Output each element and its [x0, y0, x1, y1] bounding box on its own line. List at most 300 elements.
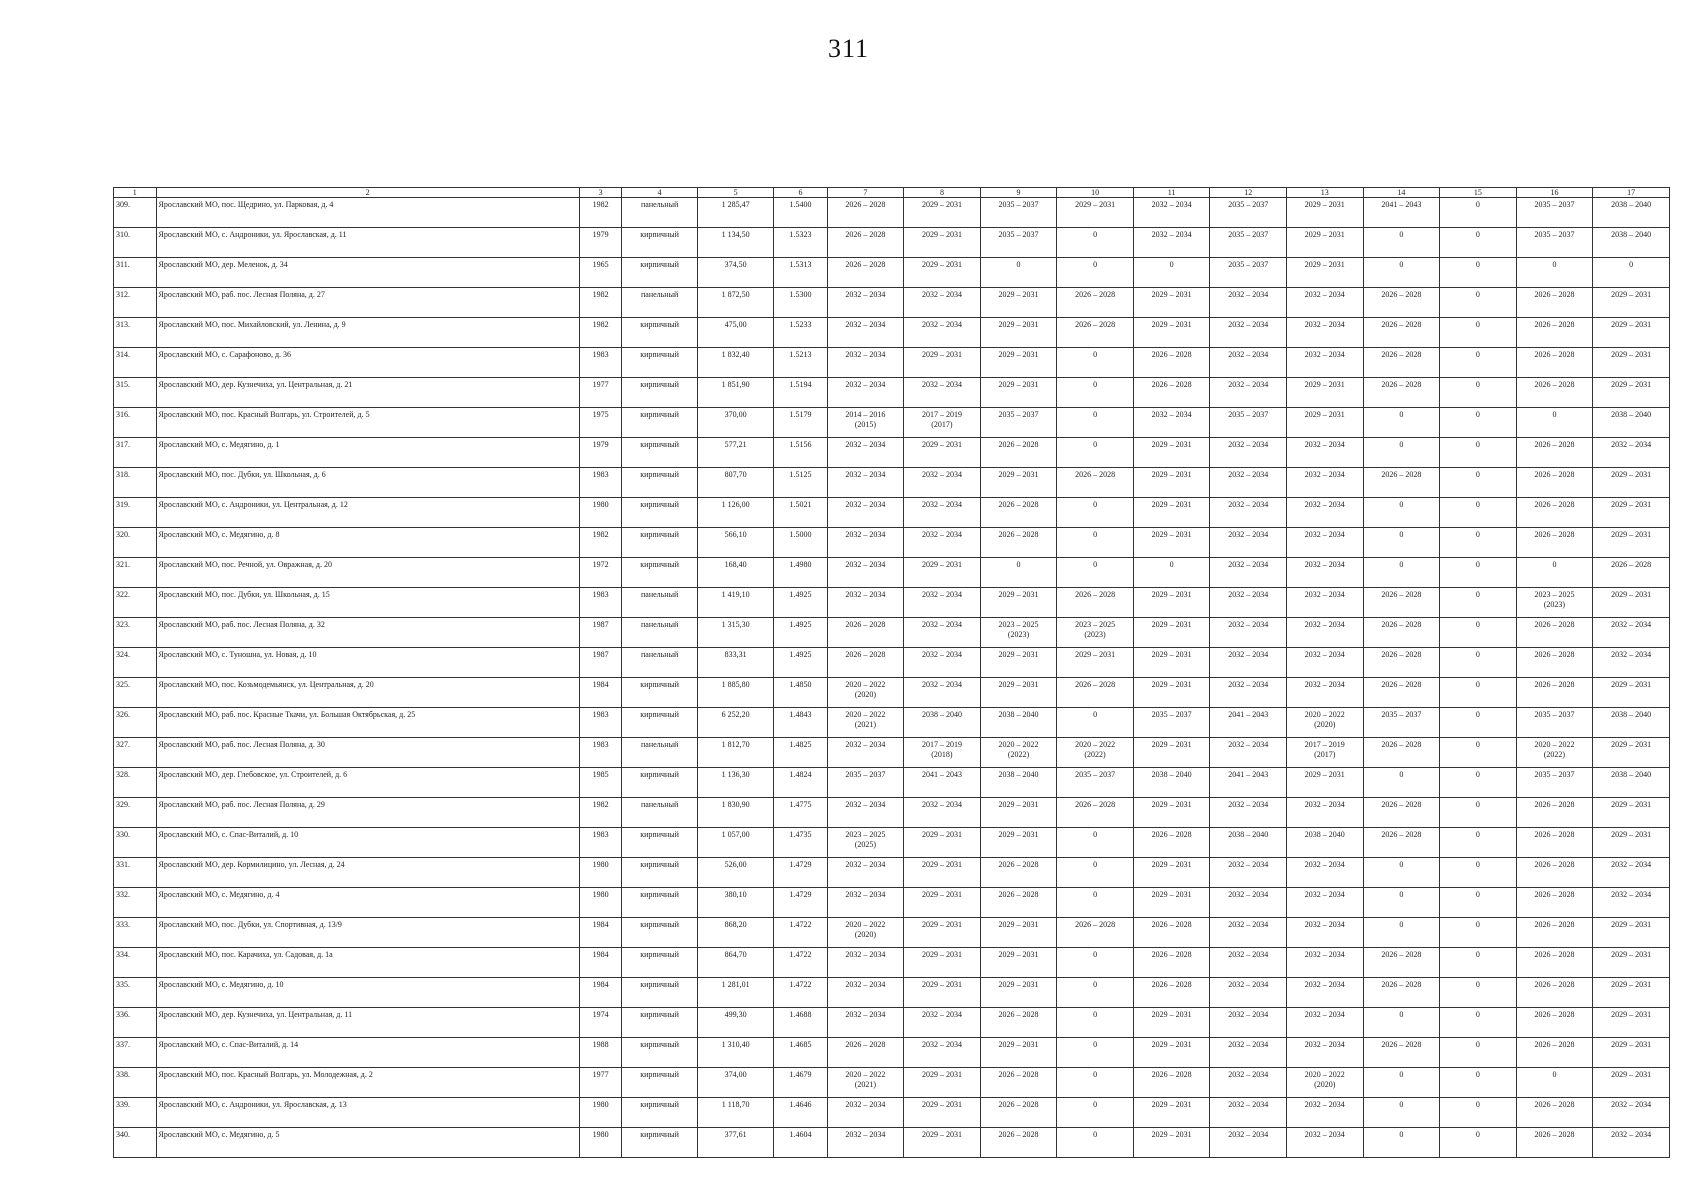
- table-cell: 2029 – 2031: [980, 978, 1057, 1008]
- table-cell: 2032 – 2034: [1210, 1128, 1287, 1158]
- table-row: [114, 528, 1670, 558]
- table-cell: 2026 – 2028: [1363, 828, 1440, 858]
- table-cell: 0: [1133, 258, 1210, 288]
- table-cell: 0: [1057, 378, 1134, 408]
- table-cell: 320.: [114, 528, 157, 558]
- table-row: [114, 438, 1670, 468]
- table-cell: 1987: [579, 648, 622, 678]
- table-cell: 0: [1363, 768, 1440, 798]
- table-cell: 2029 – 2031: [1057, 648, 1134, 678]
- table-cell: 1.5125: [774, 468, 827, 498]
- table-cell: 2032 – 2034: [1286, 588, 1363, 618]
- table-cell: 2029 – 2031: [980, 918, 1057, 948]
- table-cell: 2029 – 2031: [1133, 468, 1210, 498]
- table-cell: 2020 – 2022 (2022): [980, 738, 1057, 768]
- table-cell: 2029 – 2031: [980, 828, 1057, 858]
- table-header: [114, 188, 1670, 198]
- table-cell: 1982: [579, 288, 622, 318]
- table-cell: 2029 – 2031: [904, 348, 981, 378]
- column-header: 1: [114, 188, 157, 198]
- table-cell: 2032 – 2034: [1286, 858, 1363, 888]
- table-cell: 2029 – 2031: [1593, 828, 1670, 858]
- table-cell: 1 310,40: [697, 1038, 774, 1068]
- table-cell: 334.: [114, 948, 157, 978]
- table-cell: 1.5233: [774, 318, 827, 348]
- table-cell: кирпичный: [622, 1068, 698, 1098]
- table-cell: Ярославский МО, пос. Речной, ул. Овражная, д. 20: [156, 558, 579, 588]
- table-cell: 319.: [114, 498, 157, 528]
- table-cell: 2029 – 2031: [1286, 258, 1363, 288]
- table-cell: 1980: [579, 1098, 622, 1128]
- table-cell: 2029 – 2031: [1133, 1008, 1210, 1038]
- table-cell: 314.: [114, 348, 157, 378]
- table-cell: 1980: [579, 498, 622, 528]
- table-cell: 2029 – 2031: [1593, 738, 1670, 768]
- table-cell: 2023 – 2025 (2023): [980, 618, 1057, 648]
- table-cell: 2029 – 2031: [980, 318, 1057, 348]
- table-cell: 2032 – 2034: [1210, 498, 1287, 528]
- table-cell: 2026 – 2028: [980, 528, 1057, 558]
- table-cell: 2032 – 2034: [1593, 648, 1670, 678]
- table-cell: 2026 – 2028: [980, 498, 1057, 528]
- table-cell: 2029 – 2031: [1593, 498, 1670, 528]
- table-cell: 0: [1057, 348, 1134, 378]
- table-cell: 2026 – 2028: [1363, 318, 1440, 348]
- table-row: [114, 198, 1670, 228]
- table-cell: 2032 – 2034: [827, 348, 904, 378]
- table-cell: 1982: [579, 198, 622, 228]
- table-cell: 0: [980, 258, 1057, 288]
- table-cell: 2023 – 2025 (2025): [827, 828, 904, 858]
- table-cell: 0: [1440, 858, 1517, 888]
- table-cell: 2032 – 2034: [1593, 858, 1670, 888]
- table-cell: кирпичный: [622, 408, 698, 438]
- column-header: 6: [774, 188, 827, 198]
- table-cell: 0: [1363, 918, 1440, 948]
- table-cell: 1987: [579, 618, 622, 648]
- column-header: 12: [1210, 188, 1287, 198]
- table-cell: 2029 – 2031: [904, 228, 981, 258]
- table-cell: 833,31: [697, 648, 774, 678]
- table-cell: кирпичный: [622, 768, 698, 798]
- table-cell: 577,21: [697, 438, 774, 468]
- table-cell: 1.5156: [774, 438, 827, 468]
- table-cell: 0: [1440, 408, 1517, 438]
- table-cell: 328.: [114, 768, 157, 798]
- table-cell: 1980: [579, 1128, 622, 1158]
- table-cell: 0: [1440, 528, 1517, 558]
- table-cell: Ярославский МО, дер. Глебовское, ул. Строителей, д. 6: [156, 768, 579, 798]
- table-cell: 2020 – 2022 (2020): [827, 678, 904, 708]
- table-cell: 1980: [579, 888, 622, 918]
- table-cell: 2035 – 2037: [1210, 198, 1287, 228]
- table-cell: 0: [1440, 498, 1517, 528]
- table-cell: кирпичный: [622, 1098, 698, 1128]
- column-header: 5: [697, 188, 774, 198]
- table-cell: 1 057,00: [697, 828, 774, 858]
- table-cell: 1972: [579, 558, 622, 588]
- table-cell: 2029 – 2031: [1133, 438, 1210, 468]
- table-cell: Ярославский МО, дер. Кузнечиха, ул. Центральная, д. 21: [156, 378, 579, 408]
- table-cell: Ярославский МО, дер. Кормилицино, ул. Лесная, д. 24: [156, 858, 579, 888]
- table-cell: 2026 – 2028: [1363, 678, 1440, 708]
- table-cell: 2029 – 2031: [1133, 528, 1210, 558]
- table-cell: 2032 – 2034: [1286, 888, 1363, 918]
- table-cell: 2029 – 2031: [904, 828, 981, 858]
- table-cell: 1 285,47: [697, 198, 774, 228]
- table-cell: 1979: [579, 228, 622, 258]
- table-cell: 1.5400: [774, 198, 827, 228]
- table-cell: 2023 – 2025 (2023): [1516, 588, 1593, 618]
- table-cell: 0: [1057, 1068, 1134, 1098]
- table-cell: 0: [1057, 1098, 1134, 1128]
- table-cell: 1.5179: [774, 408, 827, 438]
- table-cell: 340.: [114, 1128, 157, 1158]
- table-cell: 1 134,50: [697, 228, 774, 258]
- table-cell: 1 830,90: [697, 798, 774, 828]
- table-cell: 2032 – 2034: [1286, 528, 1363, 558]
- table-cell: 0: [980, 558, 1057, 588]
- table-cell: 2020 – 2022 (2020): [1286, 1068, 1363, 1098]
- table-cell: 2029 – 2031: [904, 978, 981, 1008]
- table-cell: 0: [1440, 888, 1517, 918]
- table-cell: 868,20: [697, 918, 774, 948]
- table-cell: 1.4735: [774, 828, 827, 858]
- table-cell: 1.4775: [774, 798, 827, 828]
- table-row: [114, 468, 1670, 498]
- table-cell: Ярославский МО, с. Медягино, д. 1: [156, 438, 579, 468]
- table-cell: 1 419,10: [697, 588, 774, 618]
- table-cell: 2032 – 2034: [1210, 738, 1287, 768]
- table-cell: 2032 – 2034: [1210, 588, 1287, 618]
- table-cell: 339.: [114, 1098, 157, 1128]
- table-cell: 2032 – 2034: [1210, 1008, 1287, 1038]
- table-cell: 0: [1440, 738, 1517, 768]
- table-cell: 2032 – 2034: [827, 438, 904, 468]
- table-cell: 1.4722: [774, 978, 827, 1008]
- table-cell: 0: [1440, 948, 1517, 978]
- table-cell: 2029 – 2031: [1593, 978, 1670, 1008]
- table-cell: 2032 – 2034: [1210, 288, 1287, 318]
- table-cell: 313.: [114, 318, 157, 348]
- table-cell: кирпичный: [622, 1008, 698, 1038]
- table-cell: 2020 – 2022 (2020): [1286, 708, 1363, 738]
- table-cell: 326.: [114, 708, 157, 738]
- table-cell: 317.: [114, 438, 157, 468]
- table-cell: 0: [1440, 768, 1517, 798]
- table-cell: 2029 – 2031: [1133, 798, 1210, 828]
- table-cell: 0: [1363, 228, 1440, 258]
- table-cell: 1 812,70: [697, 738, 774, 768]
- table-cell: Ярославский МО, пос. Михайловский, ул. Ленина, д. 9: [156, 318, 579, 348]
- table-cell: 327.: [114, 738, 157, 768]
- table-cell: 0: [1516, 1068, 1593, 1098]
- table-cell: 2029 – 2031: [1593, 528, 1670, 558]
- table-cell: 0: [1057, 228, 1134, 258]
- table-cell: 0: [1057, 1038, 1134, 1068]
- table-cell: 2032 – 2034: [904, 618, 981, 648]
- table-cell: 309.: [114, 198, 157, 228]
- table-cell: 2032 – 2034: [827, 858, 904, 888]
- table-cell: кирпичный: [622, 918, 698, 948]
- table-row: [114, 588, 1670, 618]
- table-cell: 2029 – 2031: [1593, 588, 1670, 618]
- column-number-row: [114, 188, 1670, 198]
- table-cell: 2026 – 2028: [1516, 858, 1593, 888]
- table-cell: 2032 – 2034: [904, 588, 981, 618]
- table-cell: Ярославский МО, раб. пос. Красные Ткачи, ул. Большая Октябрьская, д. 25: [156, 708, 579, 738]
- table-cell: 2032 – 2034: [827, 378, 904, 408]
- table-cell: 2032 – 2034: [827, 738, 904, 768]
- table-cell: 0: [1057, 498, 1134, 528]
- table-cell: 322.: [114, 588, 157, 618]
- table-row: [114, 408, 1670, 438]
- table-cell: 0: [1363, 498, 1440, 528]
- table-cell: 2029 – 2031: [1593, 948, 1670, 978]
- table-cell: 2032 – 2034: [904, 288, 981, 318]
- table-cell: 2032 – 2034: [1286, 498, 1363, 528]
- table-cell: 2035 – 2037: [1516, 708, 1593, 738]
- table-cell: 1983: [579, 468, 622, 498]
- table-cell: 1 885,80: [697, 678, 774, 708]
- table-row: [114, 798, 1670, 828]
- table-cell: 2029 – 2031: [904, 438, 981, 468]
- table-cell: 2020 – 2022 (2021): [827, 1068, 904, 1098]
- table-cell: 377,61: [697, 1128, 774, 1158]
- table-cell: 2032 – 2034: [1286, 1038, 1363, 1068]
- table-cell: 2032 – 2034: [1210, 858, 1287, 888]
- table-row: [114, 648, 1670, 678]
- table-cell: кирпичный: [622, 1038, 698, 1068]
- table-cell: 2032 – 2034: [1286, 648, 1363, 678]
- table-cell: 0: [1440, 558, 1517, 588]
- table-cell: 2032 – 2034: [1286, 438, 1363, 468]
- table-cell: 2032 – 2034: [1286, 468, 1363, 498]
- column-header: 2: [156, 188, 579, 198]
- table-cell: 2026 – 2028: [1363, 588, 1440, 618]
- table-cell: 2032 – 2034: [1210, 1098, 1287, 1128]
- table-cell: 2038 – 2040: [1286, 828, 1363, 858]
- table-cell: 2032 – 2034: [827, 1128, 904, 1158]
- table-cell: 2026 – 2028: [1363, 978, 1440, 1008]
- table-cell: 0: [1057, 708, 1134, 738]
- table-cell: 2038 – 2040: [1593, 228, 1670, 258]
- table-cell: кирпичный: [622, 468, 698, 498]
- table-cell: 1.5313: [774, 258, 827, 288]
- table-cell: 2032 – 2034: [1133, 408, 1210, 438]
- table-cell: 2032 – 2034: [1210, 438, 1287, 468]
- table-cell: 2032 – 2034: [1286, 918, 1363, 948]
- table-cell: 338.: [114, 1068, 157, 1098]
- table-cell: 1 832,40: [697, 348, 774, 378]
- table-cell: Ярославский МО, пос. Дубки, ул. Школьная, д. 6: [156, 468, 579, 498]
- table-cell: 2026 – 2028: [1516, 648, 1593, 678]
- table-cell: 1983: [579, 738, 622, 768]
- table-row: [114, 1098, 1670, 1128]
- table-row: [114, 1068, 1670, 1098]
- table-cell: 2026 – 2028: [1516, 348, 1593, 378]
- table-cell: Ярославский МО, раб. пос. Лесная Поляна, д. 30: [156, 738, 579, 768]
- table-cell: 2032 – 2034: [1210, 678, 1287, 708]
- table-cell: 2032 – 2034: [827, 888, 904, 918]
- table-row: [114, 768, 1670, 798]
- table-cell: 2026 – 2028: [1133, 948, 1210, 978]
- table-cell: 0: [1440, 708, 1517, 738]
- table-cell: 0: [1440, 588, 1517, 618]
- table-cell: 2032 – 2034: [1593, 438, 1670, 468]
- table-cell: 0: [1363, 258, 1440, 288]
- table-cell: 0: [1057, 858, 1134, 888]
- table-cell: 2032 – 2034: [1593, 618, 1670, 648]
- table-cell: 2035 – 2037: [980, 408, 1057, 438]
- table-cell: панельный: [622, 588, 698, 618]
- table-cell: 2026 – 2028: [1516, 1128, 1593, 1158]
- table-cell: 2026 – 2028: [1133, 348, 1210, 378]
- table-cell: 1.5300: [774, 288, 827, 318]
- table-cell: 1 136,30: [697, 768, 774, 798]
- table-cell: 2032 – 2034: [1593, 1128, 1670, 1158]
- table-cell: Ярославский МО, с. Сарафоново, д. 36: [156, 348, 579, 378]
- table-row: [114, 498, 1670, 528]
- table-cell: 2032 – 2034: [1286, 558, 1363, 588]
- table-cell: 2032 – 2034: [827, 318, 904, 348]
- table-cell: 2035 – 2037: [1210, 258, 1287, 288]
- table-cell: 0: [1440, 618, 1517, 648]
- table-cell: 1965: [579, 258, 622, 288]
- table-cell: 0: [1440, 648, 1517, 678]
- table-cell: 0: [1440, 288, 1517, 318]
- table-cell: 2032 – 2034: [1286, 618, 1363, 648]
- table-cell: 2029 – 2031: [1286, 408, 1363, 438]
- table-cell: 2032 – 2034: [1210, 888, 1287, 918]
- table-cell: 2029 – 2031: [1286, 768, 1363, 798]
- table-cell: Ярославский МО, с. Туношна, ул. Новая, д. 10: [156, 648, 579, 678]
- table-cell: 2026 – 2028: [1516, 1008, 1593, 1038]
- table-cell: 2026 – 2028: [1516, 678, 1593, 708]
- table-cell: 311.: [114, 258, 157, 288]
- table-cell: панельный: [622, 648, 698, 678]
- table-cell: 0: [1057, 558, 1134, 588]
- table-cell: 2032 – 2034: [827, 1098, 904, 1128]
- table-cell: 2032 – 2034: [1210, 648, 1287, 678]
- table-cell: 0: [1057, 888, 1134, 918]
- table-cell: 1977: [579, 378, 622, 408]
- table-cell: 0: [1363, 528, 1440, 558]
- table-cell: 2032 – 2034: [904, 378, 981, 408]
- table-cell: 2035 – 2037: [827, 768, 904, 798]
- table-cell: Ярославский МО, с. Андроники, ул. Ярославская, д. 11: [156, 228, 579, 258]
- table-cell: 380,10: [697, 888, 774, 918]
- table-cell: 2032 – 2034: [1133, 198, 1210, 228]
- table-cell: 2029 – 2031: [904, 258, 981, 288]
- table-cell: 2029 – 2031: [1593, 798, 1670, 828]
- table-cell: 2029 – 2031: [1133, 588, 1210, 618]
- table-cell: 2032 – 2034: [1210, 1038, 1287, 1068]
- table-cell: 2032 – 2034: [904, 468, 981, 498]
- column-header: 7: [827, 188, 904, 198]
- table-cell: 332.: [114, 888, 157, 918]
- table-cell: 312.: [114, 288, 157, 318]
- table-cell: 0: [1440, 378, 1517, 408]
- table-cell: 0: [1440, 1098, 1517, 1128]
- table-cell: 310.: [114, 228, 157, 258]
- table-cell: кирпичный: [622, 528, 698, 558]
- table-cell: 329.: [114, 798, 157, 828]
- table-cell: 2035 – 2037: [1363, 708, 1440, 738]
- table-cell: 0: [1440, 438, 1517, 468]
- table-cell: 2032 – 2034: [1210, 468, 1287, 498]
- table-cell: 2038 – 2040: [980, 708, 1057, 738]
- table-cell: 2029 – 2031: [1593, 678, 1670, 708]
- table-cell: 2032 – 2034: [827, 978, 904, 1008]
- table-cell: 0: [1440, 468, 1517, 498]
- table-cell: 321.: [114, 558, 157, 588]
- table-cell: 1983: [579, 588, 622, 618]
- table-cell: 2038 – 2040: [1593, 198, 1670, 228]
- table-cell: 374,00: [697, 1068, 774, 1098]
- table-row: [114, 1128, 1670, 1158]
- table-cell: 0: [1440, 828, 1517, 858]
- table-cell: панельный: [622, 288, 698, 318]
- table-cell: 2026 – 2028: [1516, 288, 1593, 318]
- table-cell: 2017 – 2019 (2017): [904, 408, 981, 438]
- table-cell: кирпичный: [622, 318, 698, 348]
- table-cell: 2026 – 2028: [1516, 978, 1593, 1008]
- table-cell: 1.4729: [774, 888, 827, 918]
- table-row: [114, 1038, 1670, 1068]
- table-cell: 1984: [579, 918, 622, 948]
- table-cell: 2023 – 2025 (2023): [1057, 618, 1134, 648]
- table-cell: 2026 – 2028: [1516, 468, 1593, 498]
- column-header: 3: [579, 188, 622, 198]
- table-cell: 2026 – 2028: [1516, 618, 1593, 648]
- table-cell: 807,70: [697, 468, 774, 498]
- table-cell: 2035 – 2037: [1516, 768, 1593, 798]
- table-cell: 2029 – 2031: [1133, 858, 1210, 888]
- table-cell: 1977: [579, 1068, 622, 1098]
- table-cell: 315.: [114, 378, 157, 408]
- table-cell: 2032 – 2034: [1210, 798, 1287, 828]
- table-cell: Ярославский МО, с. Андроники, ул. Центральная, д. 12: [156, 498, 579, 528]
- table-cell: 2026 – 2028: [1057, 798, 1134, 828]
- table-cell: 1 126,00: [697, 498, 774, 528]
- table-cell: 2035 – 2037: [980, 228, 1057, 258]
- table-cell: Ярославский МО, пос. Красный Волгарь, ул. Строителей, д. 5: [156, 408, 579, 438]
- table-cell: 2026 – 2028: [1516, 948, 1593, 978]
- table-cell: 2026 – 2028: [1363, 618, 1440, 648]
- table-cell: 0: [1440, 348, 1517, 378]
- table-cell: 2026 – 2028: [1057, 678, 1134, 708]
- table-cell: 2026 – 2028: [980, 438, 1057, 468]
- table-cell: 316.: [114, 408, 157, 438]
- table-cell: 0: [1363, 408, 1440, 438]
- table-cell: 2029 – 2031: [1286, 228, 1363, 258]
- table-cell: панельный: [622, 198, 698, 228]
- table-cell: 2029 – 2031: [1593, 468, 1670, 498]
- table-cell: 2032 – 2034: [827, 498, 904, 528]
- table-cell: 1 281,01: [697, 978, 774, 1008]
- table-cell: 2029 – 2031: [1286, 378, 1363, 408]
- table-cell: 0: [1516, 558, 1593, 588]
- table-cell: 2041 – 2043: [1210, 768, 1287, 798]
- table-cell: 2026 – 2028: [980, 1098, 1057, 1128]
- table-cell: 2029 – 2031: [1133, 648, 1210, 678]
- table-cell: 0: [1133, 558, 1210, 588]
- table-cell: 0: [1363, 1068, 1440, 1098]
- table-cell: 1979: [579, 438, 622, 468]
- table-cell: 2029 – 2031: [980, 948, 1057, 978]
- table-cell: 2026 – 2028: [827, 1038, 904, 1068]
